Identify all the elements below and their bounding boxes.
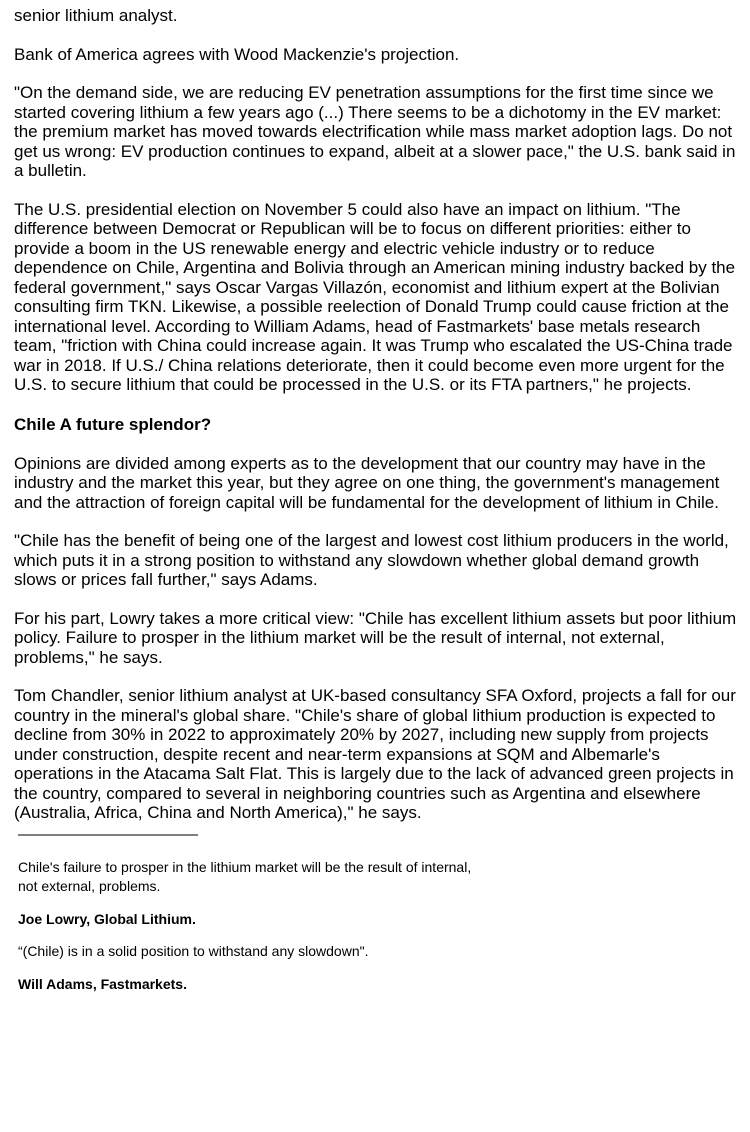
section-heading: Chile A future splendor? — [14, 414, 212, 434]
paragraph-us-election: The U.S. presidential election on November 5 could also have an impact on lithium. "The difference between Democrat or Republican will be to focus on different priorities: either to provide a boom in the US renewable energy and electric vehicle industry or to reduce dependence on Chile, Argentina and Bolivia through an American mining industry backed by the federal government," says Oscar Vargas Villazón, economist and lithium expert at the Bolivian consulting firm TKN. Likewise, a possible reelection of Donald Trump could cause friction at the international level. According to William Adams, head of Fastmarkets' base metals research team, "friction with China could increase again. It was Trump who escalated the US-China trade war in 2018. If U.S./ China relations deteriorate, then it could become even more urgent for the U.S. to secure lithium that could be processed in the U.S. or its FTA partners," he projects. — [14, 199, 736, 394]
pull-quote-lowry: Chile's failure to prosper in the lithium market will be the result of internal, not external, problems. — [18, 858, 472, 894]
pull-quote-adams: “(Chile) is in a solid position to withstand any slowdown". — [18, 942, 369, 959]
paragraph-chandler-projection: Tom Chandler, senior lithium analyst at UK-based consultancy SFA Oxford, projects a fall for our country in the mineral's global share. "Chile's share of global lithium production is expected to decline from 30% in 2022 to approximately 20% by 2027, including new supply from projects under construction, despite recent and near-term expansions at SQM and Albemarle's operations in the Atacama Salt Flat. This is largely due to the lack of advanced green projects in the country, compared to several in neighboring countries such as Argentina and elsewhere (Australia, Africa, China and North America)," he says. — [14, 686, 736, 822]
paragraph-opinions-divided: Opinions are divided among experts as to the development that our country may have in the industry and the market this year, but they agree on one thing, the government's management and the attraction of foreign capital will be fundamental for the development of lithium in Chile. — [14, 453, 720, 512]
paragraph-bank-of-america: Bank of America agrees with Wood Mackenzie's projection. — [14, 44, 460, 64]
paragraph-lowry-view: For his part, Lowry takes a more critical view: "Chile has excellent lithium assets but poor lithium policy. Failure to prosper in the lithium market will be the result of internal, not external, problems," he says. — [14, 608, 737, 667]
paragraph-analyst-tail: senior lithium analyst. — [14, 6, 178, 25]
paragraph-chile-benefit: "Chile has the benefit of being one of the largest and lowest cost lithium producers in the world, which puts it in a strong position to withstand any slowdown whether global demand growth slows or prices fall further," says Adams. — [14, 531, 729, 589]
attribution-lowry: Joe Lowry, Global Lithium. — [18, 910, 196, 927]
article-body — [14, 0, 742, 993]
attribution-adams: Will Adams, Fastmarkets. — [18, 975, 187, 992]
paragraph-demand-side-quote: "On the demand side, we are reducing EV penetration assumptions for the first time since we started covering lithium a few years ago (...) There seems to be a dichotomy in the EV market: the premium market has moved towards electrification while mass market adoption lags. Do not get us wrong: EV production continues to expand, albeit at a slower pace," the U.S. bank said in a bulletin. — [14, 83, 736, 180]
pull-quotes — [14, 825, 742, 993]
divider-rule: ———————————— — [18, 825, 198, 843]
